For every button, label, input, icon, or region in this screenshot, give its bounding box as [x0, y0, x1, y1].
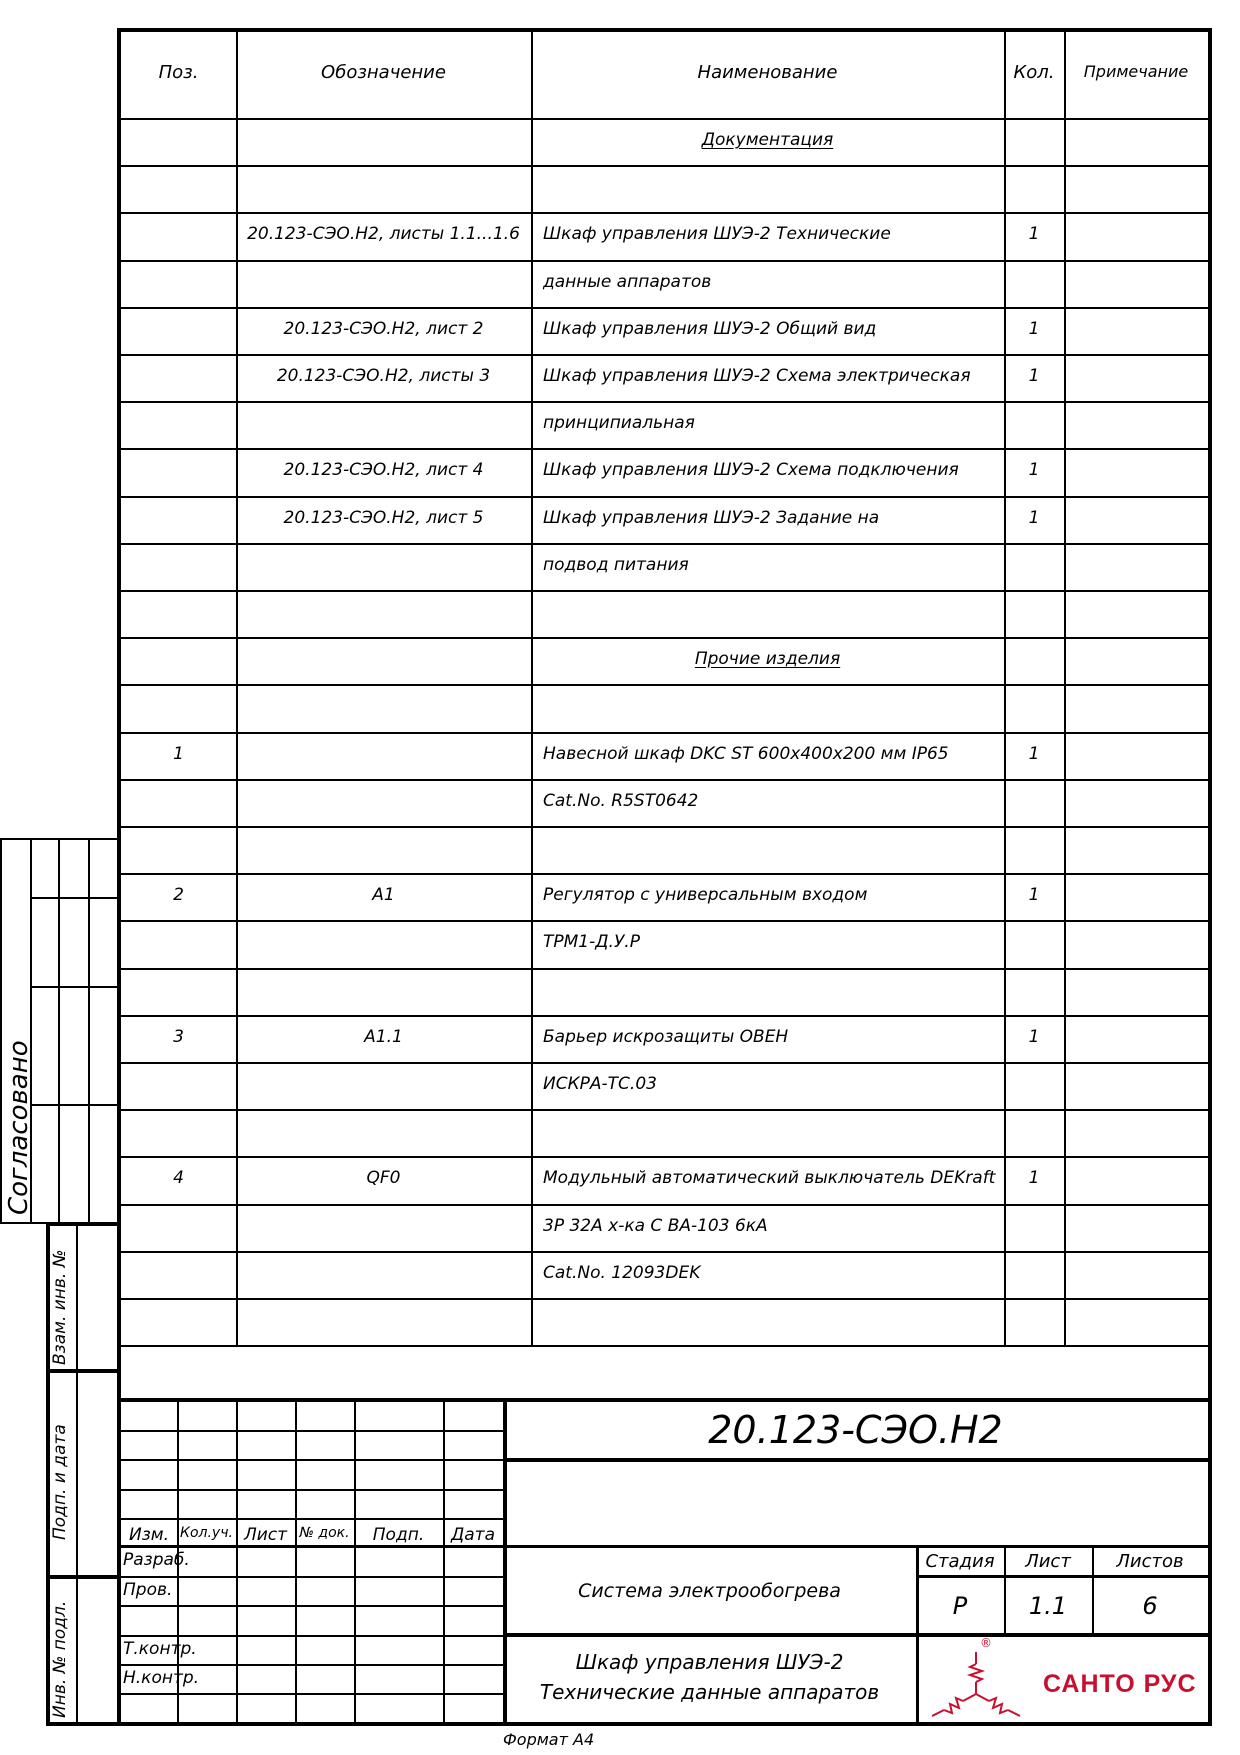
row-divider	[121, 732, 1208, 734]
cell-name: Шкаф управления ШУЭ-2 Задание на	[543, 508, 880, 528]
row-divider	[121, 826, 1208, 828]
row-divider	[121, 920, 1208, 922]
cell-qty: 1	[1028, 508, 1040, 528]
stamp-line	[443, 1545, 445, 1722]
cell-des: 20.123-СЭО.Н2, лист 2	[283, 319, 484, 339]
cell-name: Шкаф управления ШУЭ-2 Технические	[543, 224, 891, 244]
registered-mark: ®	[980, 1636, 992, 1650]
row-divider	[121, 260, 1208, 262]
cell-name: принципиальная	[543, 413, 695, 433]
row-divider	[121, 1015, 1208, 1017]
side-line	[30, 986, 117, 988]
side-line	[46, 1222, 121, 1226]
cell-qty: 1	[1028, 460, 1040, 480]
row-divider	[121, 354, 1208, 356]
cell-qty: 1	[1028, 744, 1040, 764]
cell-name: Регулятор с универсальным входом	[543, 885, 868, 905]
column-divider	[1064, 30, 1066, 1345]
side-line	[30, 1104, 117, 1106]
frame-left	[117, 28, 121, 1726]
cell-name: Шкаф управления ШУЭ-2 Схема электрическая	[543, 366, 971, 386]
row-divider	[121, 968, 1208, 970]
cell-name: ИСКРА-ТС.03	[543, 1074, 657, 1094]
cell-qty: 1	[1028, 885, 1040, 905]
frame-bottom	[117, 1722, 1211, 1726]
stamp-role: Т.контр.	[123, 1639, 197, 1659]
row-divider	[121, 1345, 1208, 1347]
cell-qty: 1	[1028, 319, 1040, 339]
cell-name: Cat.No. R5ST0642	[543, 791, 699, 811]
stamp-line	[177, 1398, 179, 1545]
cell-qty: 1	[1028, 1027, 1040, 1047]
frame-top	[117, 28, 1211, 32]
stamp-line	[503, 1633, 1208, 1637]
column-divider	[531, 30, 533, 1345]
row-divider	[121, 1062, 1208, 1064]
doc-title-line-2: Технические данные аппаратов	[539, 1680, 880, 1704]
stamp-line	[236, 1545, 238, 1722]
stamp-line	[121, 1489, 503, 1491]
cell-des: A1.1	[364, 1027, 403, 1047]
cell-qty: 1	[1028, 1168, 1040, 1188]
agreed-label: Согласовано	[4, 1040, 34, 1215]
side-line	[88, 838, 90, 1224]
row-divider	[121, 1109, 1208, 1111]
row-divider	[121, 212, 1208, 214]
row-divider	[121, 165, 1208, 167]
cell-pos: 3	[173, 1027, 184, 1047]
side-line	[30, 897, 117, 899]
cell-des: QF0	[366, 1168, 401, 1188]
cell-qty: 1	[1028, 366, 1040, 386]
stamp-role: Н.контр.	[123, 1668, 200, 1688]
frame-right	[1208, 28, 1212, 1726]
sheets-value: 6	[1142, 1592, 1158, 1620]
stamp-role: Разраб.	[123, 1550, 190, 1570]
replace-inv-label: Взам. инв. №	[50, 1249, 70, 1365]
document-code: 20.123-СЭО.Н2	[708, 1408, 1003, 1452]
stamp-header: Лист	[243, 1525, 288, 1545]
sheet-label: Лист	[1025, 1551, 1071, 1572]
stamp-line	[121, 1635, 503, 1637]
header-divider	[121, 118, 1208, 120]
stamp-header: Изм.	[129, 1525, 169, 1545]
side-line	[46, 1722, 121, 1726]
stamp-line	[354, 1398, 356, 1545]
stamp-line	[121, 1398, 1208, 1402]
row-divider	[121, 873, 1208, 875]
cell-des: 20.123-СЭО.Н2, лист 5	[283, 508, 484, 528]
stamp-header: Дата	[450, 1525, 496, 1545]
cell-name: ТРМ1-Д.У.Р	[543, 932, 640, 952]
stamp-line	[121, 1664, 503, 1666]
side-line	[46, 1369, 121, 1373]
side-line	[58, 838, 60, 1224]
side-line	[76, 1222, 78, 1726]
cell-name: Модульный автоматический выключатель DEKraft	[543, 1168, 996, 1188]
stamp-header: Подп.	[372, 1525, 425, 1545]
cell-name: Шкаф управления ШУЭ-2 Общий вид	[543, 319, 877, 339]
cell-name: подвод питания	[543, 555, 689, 575]
row-divider	[121, 1156, 1208, 1158]
row-divider	[121, 684, 1208, 686]
row-divider	[121, 448, 1208, 450]
stamp-line	[121, 1545, 1208, 1548]
cell-name: Cat.No. 12093DEK	[543, 1263, 701, 1283]
stamp-line	[121, 1605, 503, 1607]
row-divider	[121, 637, 1208, 639]
cell-name: Навесной шкаф DKC ST 600x400x200 мм IP65	[543, 744, 949, 764]
format-label: Формат А4	[503, 1730, 595, 1749]
stamp-header: Кол.уч.	[180, 1525, 233, 1541]
stage-label: Стадия	[925, 1551, 995, 1572]
row-divider	[121, 1298, 1208, 1300]
doc-title-line-1: Шкаф управления ШУЭ-2	[575, 1650, 844, 1674]
sheets-label: Листов	[1116, 1551, 1184, 1572]
sign-date-label: Подп. и дата	[50, 1424, 70, 1540]
cell-name: Прочие изделия	[694, 649, 841, 669]
stamp-role: Пров.	[123, 1580, 173, 1600]
sheet-value: 1.1	[1028, 1592, 1068, 1620]
company-logo	[918, 1638, 1208, 1722]
cell-des: 20.123-СЭО.Н2, листы 3	[276, 366, 491, 386]
row-divider	[121, 590, 1208, 592]
stamp-line	[177, 1545, 179, 1722]
row-divider	[121, 1204, 1208, 1206]
stamp-header: № док.	[299, 1525, 350, 1541]
header-qty: Кол.	[1013, 62, 1055, 83]
stamp-line	[121, 1518, 503, 1520]
cell-name: 3Р 32А х-ка С ВА-103 6кА	[543, 1216, 768, 1236]
cell-name: Барьер искрозащиты ОВЕН	[543, 1027, 789, 1047]
stamp-line	[121, 1576, 503, 1578]
stage-value: Р	[952, 1592, 968, 1620]
cell-qty: 1	[1028, 224, 1040, 244]
stamp-line	[916, 1575, 1208, 1578]
stamp-line	[295, 1398, 297, 1545]
row-divider	[121, 307, 1208, 309]
header-name: Наименование	[697, 62, 838, 83]
side-line	[46, 1575, 121, 1579]
stamp-line	[121, 1693, 503, 1695]
row-divider	[121, 1251, 1208, 1253]
cell-pos: 1	[173, 744, 184, 764]
stamp-line	[354, 1545, 356, 1722]
stamp-line	[121, 1459, 503, 1461]
cell-des: 20.123-СЭО.Н2, лист 4	[283, 460, 484, 480]
header-designation: Обозначение	[321, 62, 446, 83]
cell-des: 20.123-СЭО.Н2, листы 1.1...1.6	[247, 224, 520, 244]
cell-des: A1	[372, 885, 395, 905]
row-divider	[121, 401, 1208, 403]
company-name: САНТО РУС	[1043, 1670, 1197, 1698]
cell-name: данные аппаратов	[543, 272, 712, 292]
header-pos: Поз.	[158, 62, 199, 83]
cell-name: Шкаф управления ШУЭ-2 Схема подключения	[543, 460, 959, 480]
stamp-line	[121, 1430, 503, 1432]
orig-inv-label: Инв. № подл.	[50, 1600, 70, 1718]
cell-name: Документация	[701, 130, 834, 150]
cell-pos: 2	[173, 885, 184, 905]
stamp-line	[295, 1545, 297, 1722]
side-line	[0, 838, 2, 1224]
header-note: Примечание	[1083, 62, 1189, 81]
row-divider	[121, 779, 1208, 781]
stamp-line	[443, 1398, 445, 1545]
cell-pos: 4	[173, 1168, 184, 1188]
stamp-line	[503, 1458, 1208, 1462]
row-divider	[121, 543, 1208, 545]
system-name: Система электрообогрева	[578, 1580, 841, 1602]
stamp-line	[236, 1398, 238, 1545]
row-divider	[121, 496, 1208, 498]
